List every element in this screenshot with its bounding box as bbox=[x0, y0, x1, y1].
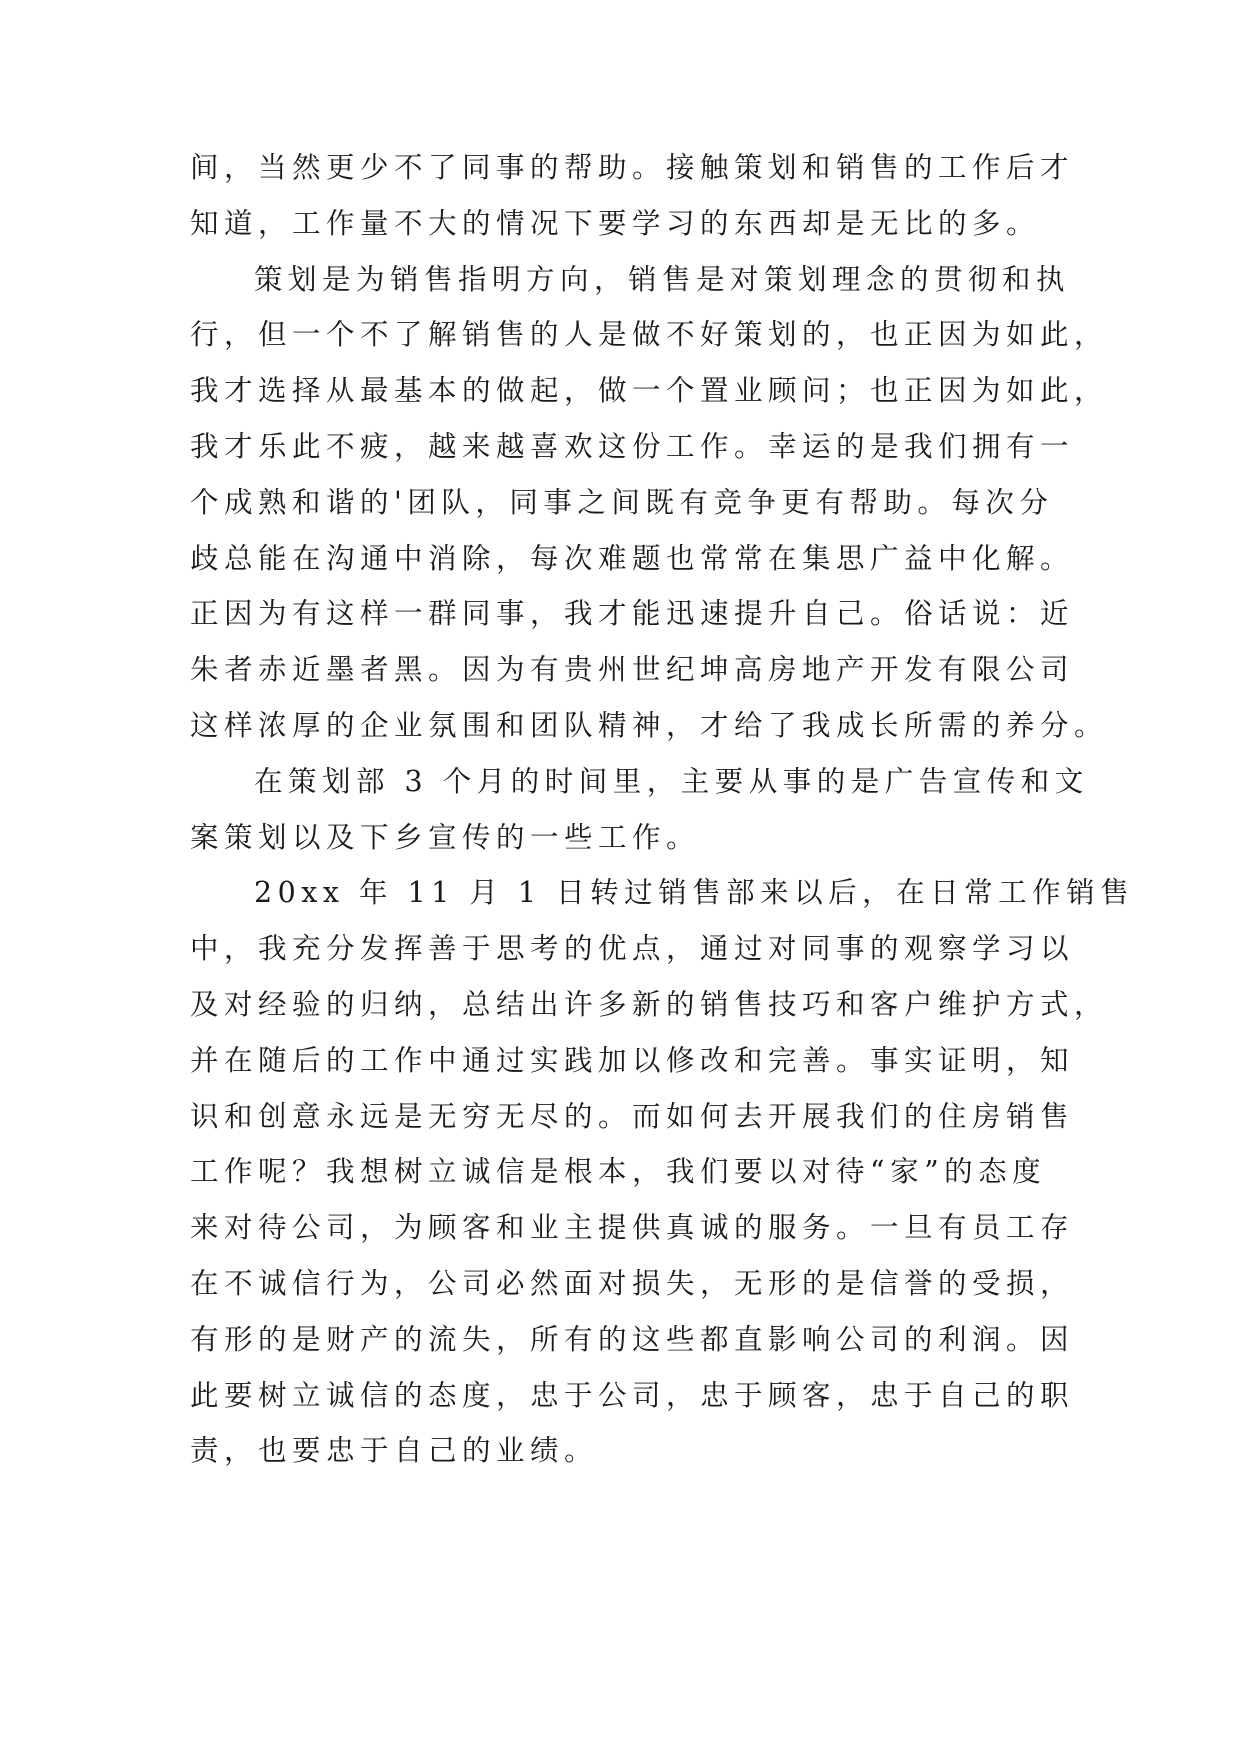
text-line: 中，我充分发挥善于思考的优点，通过对同事的观察学习以 bbox=[190, 932, 1075, 966]
text-line: 来对待公司，为顾客和业主提供真诚的服务。一旦有员工存 bbox=[190, 1211, 1075, 1245]
text-line: 有形的是财产的流失，所有的这些都直影响公司的利润。因 bbox=[190, 1322, 1075, 1356]
text-line: 并在随后的工作中通过实践加以修改和完善。事实证明，知 bbox=[190, 1043, 1075, 1077]
text-line: 20xx 年 11 月 1 日转过销售部来以后，在日常工作销售 bbox=[254, 876, 1135, 910]
text-line: 个成熟和谐的'团队，同事之间既有竞争更有帮助。每次分 bbox=[190, 485, 1054, 519]
text-line: 朱者赤近墨者黑。因为有贵州世纪坤高房地产开发有限公司 bbox=[190, 653, 1075, 687]
text-line: 正因为有这样一群同事，我才能迅速提升自己。俗话说：近 bbox=[190, 597, 1075, 631]
text-line: 在策划部 3 个月的时间里，主要从事的是广告宣传和文 bbox=[254, 764, 1089, 798]
text-line: 歧总能在沟通中消除，每次难题也常常在集思广益中化解。 bbox=[190, 541, 1075, 575]
text-line: 案策划以及下乡宣传的一些工作。 bbox=[190, 820, 701, 854]
body-text bbox=[190, 140, 1135, 1479]
text-line: 间，当然更少不了同事的帮助。接触策划和销售的工作后才 bbox=[190, 151, 1075, 184]
text-line: 责，也要忠于自己的业绩。 bbox=[190, 1434, 599, 1468]
text-line: 在不诚信行为，公司必然面对损失，无形的是信誉的受损， bbox=[190, 1266, 1075, 1300]
text-line: 我才选择从最基本的做起，做一个置业顾问；也正因为如此， bbox=[190, 374, 1109, 408]
text-line: 识和创意永远是无穷无尽的。而如何去开展我们的住房销售 bbox=[190, 1099, 1075, 1133]
text-line: 及对经验的归纳，总结出许多新的销售技巧和客户维护方式， bbox=[190, 987, 1109, 1021]
text-line: 工作呢？我想树立诚信是根本，我们要以对待“家”的态度 bbox=[190, 1155, 1047, 1189]
text-line: 行，但一个不了解销售的人是做不好策划的，也正因为如此， bbox=[190, 318, 1109, 352]
text-line: 策划是为销售指明方向，销售是对策划理念的贯彻和执 bbox=[254, 262, 1071, 296]
text-line: 此要树立诚信的态度，忠于公司，忠于顾客，忠于自己的职 bbox=[190, 1378, 1075, 1412]
text-line: 我才乐此不疲，越来越喜欢这份工作。幸运的是我们拥有一 bbox=[190, 429, 1075, 463]
text-line: 知道，工作量不大的情况下要学习的东西却是无比的多。 bbox=[190, 206, 1041, 240]
text-line: 这样浓厚的企业氛围和团队精神，才给了我成长所需的养分。 bbox=[190, 708, 1109, 742]
